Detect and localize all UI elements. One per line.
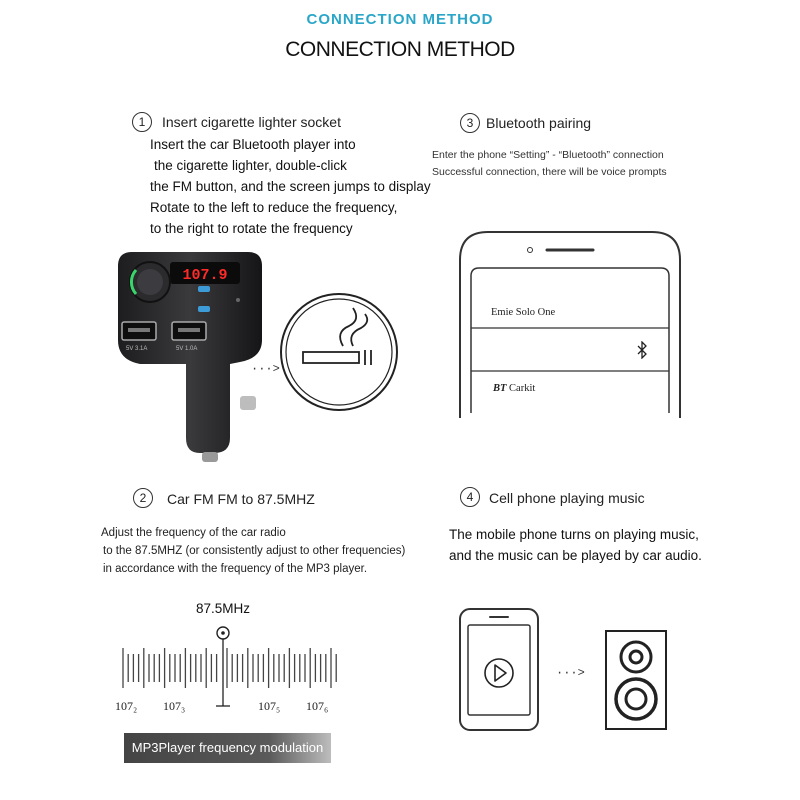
bt-device-row-3[interactable]	[493, 383, 535, 394]
step-3-title: Bluetooth pairing	[486, 115, 592, 131]
step-4-line-1: The mobile phone turns on playing music,	[449, 527, 699, 542]
step-1-line-4: Rotate to the left to reduce the frequency,	[150, 200, 398, 215]
step-1-line-5: to the right to rotate the frequency	[150, 221, 353, 236]
step-4-arrow: ···>	[556, 666, 585, 680]
tuner-tick-label-2: 107₃	[163, 699, 186, 713]
phone-bluetooth-illustration	[455, 228, 685, 418]
cigarette-socket-icon	[277, 290, 402, 415]
car-charger-illustration	[110, 248, 270, 463]
tuner-tick-label-4: 107₆	[306, 699, 329, 713]
step-1-number: 1	[132, 112, 152, 132]
small-title: CONNECTION METHOD	[306, 11, 494, 28]
tuner-tick-label-3: 107₅	[258, 699, 281, 713]
step-1-line-3: the FM button, and the screen jumps to display	[150, 179, 431, 194]
speaker-icon	[604, 629, 668, 731]
step-1-arrow: ···>	[251, 362, 280, 376]
step-2-number: 2	[133, 488, 153, 508]
tuner-marker-label: 87.5MHz	[196, 601, 251, 616]
step-2-line-3: in accordance with the frequency of the MP3 player.	[103, 563, 368, 575]
tuner-tick-label-1: 107₂	[115, 699, 138, 713]
step-1-line-2: the cigarette lighter, double-click	[154, 158, 347, 173]
step-3-line-1: Enter the phone “Setting” - “Bluetooth” connection	[432, 149, 664, 161]
bluetooth-icon	[636, 341, 648, 359]
step-2-line-1: Adjust the frequency of the car radio	[101, 527, 286, 539]
display-value: 107.9	[182, 267, 228, 284]
bt-device-name: Carkit	[509, 383, 536, 394]
bt-device-row-1[interactable]: Emie Solo One	[491, 307, 556, 318]
step-2-line-2: to the 87.5MHZ (or consistently adjust to other frequencies)	[103, 545, 406, 557]
mp3-banner: MP3Player frequency modulation	[124, 733, 331, 763]
usb-left-label: 5V 3.1A	[126, 346, 148, 352]
step-4-number: 4	[460, 487, 480, 507]
step-4-line-2: and the music can be played by car audio.	[449, 548, 702, 563]
step-3-number: 3	[460, 113, 480, 133]
step-2-title: Car FM FM to 87.5MHZ	[167, 491, 315, 507]
step-4-title: Cell phone playing music	[489, 490, 645, 506]
tuner-ticks	[123, 648, 336, 688]
main-title: CONNECTION METHOD	[285, 38, 515, 61]
step-1-title: Insert cigarette lighter socket	[162, 114, 341, 130]
step-3-line-2: Successful connection, there will be voice prompts	[432, 166, 667, 178]
phone-play-illustration	[458, 607, 540, 732]
bt-prefix: BT	[493, 383, 507, 394]
usb-right-label: 5V 1.0A	[176, 346, 198, 352]
step-1-line-1: Insert the car Bluetooth player into	[150, 137, 356, 152]
